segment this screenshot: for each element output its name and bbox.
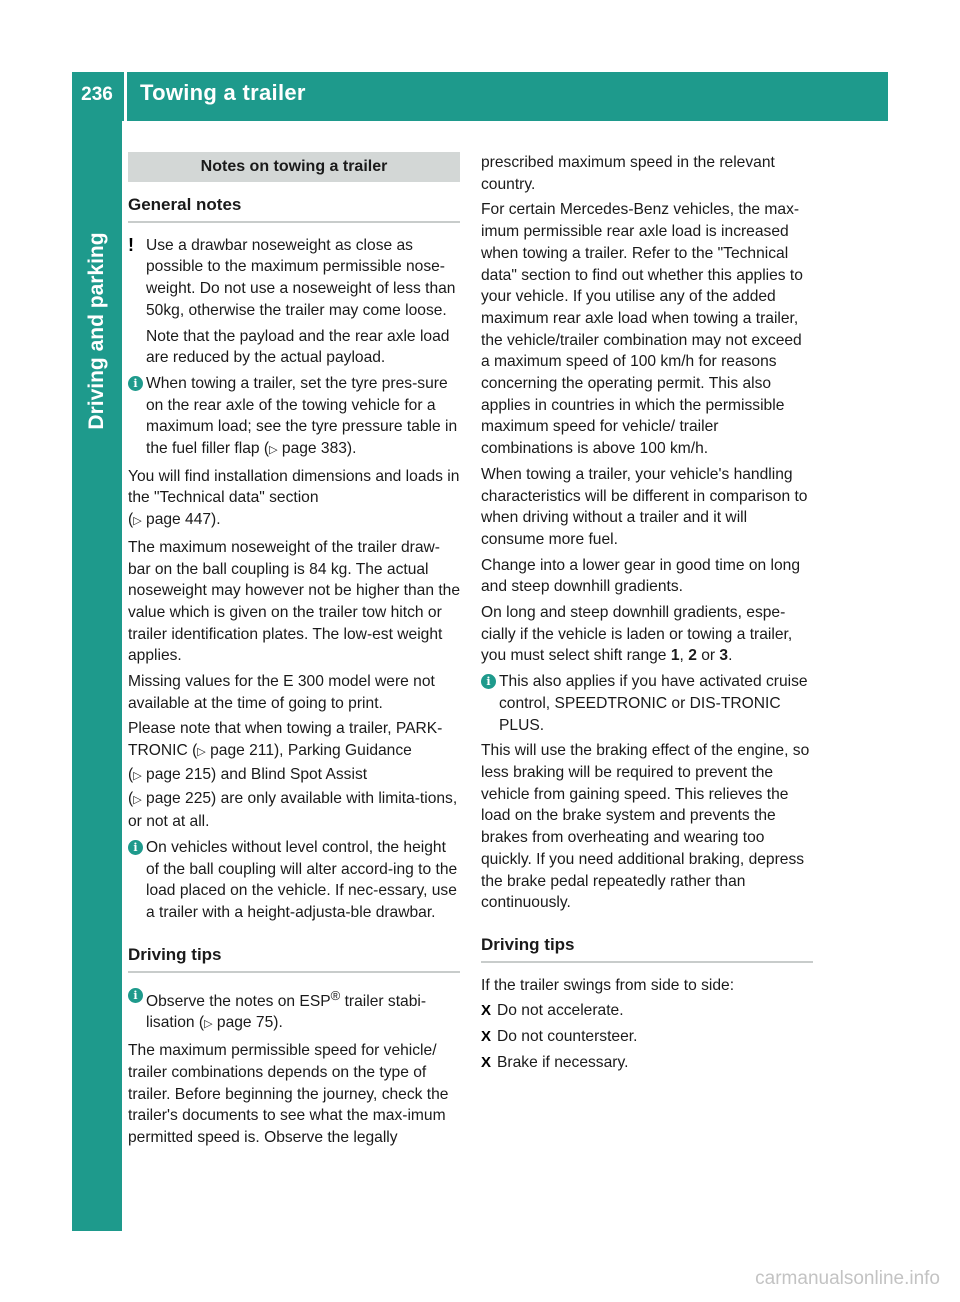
info-icon: i: [128, 376, 143, 391]
page-ref-icon: ▷: [133, 515, 142, 528]
driving-tips-heading: Driving tips: [128, 940, 460, 973]
page-reference-link[interactable]: page 211), Parking Guidance: [210, 742, 412, 760]
install-paragraph: You will find installation dimensions and loads in the "Technical data" section (▷ page 447).: [128, 467, 460, 529]
shift-range-1: 1: [670, 647, 680, 665]
watermark: carmanualsonline.info: [755, 1268, 940, 1289]
warning-note: [128, 235, 460, 369]
info-icon: i: [128, 840, 143, 855]
page-ref-icon: ▷: [133, 793, 142, 806]
general-notes-heading: General notes: [128, 190, 460, 223]
info-tyre-text: When towing a trailer, set the tyre pres-sure on the rear axle of the towing vehicle for a maximum load; see the tyre pressure table in the fuel filler flap (▷ page 383).: [146, 374, 458, 458]
right-column: [481, 152, 813, 1077]
side-tab-label-area: [72, 121, 122, 541]
page-ref-icon: ▷: [133, 769, 142, 782]
action-text: Do not accelerate.: [497, 1002, 624, 1020]
registered-mark: ®: [330, 987, 341, 1003]
page-ref-icon: ▷: [204, 1018, 213, 1031]
action-arrow-icon: X: [481, 1053, 492, 1071]
mercedes-axle-paragraph: For certain Mercedes-Benz vehicles, the max-imum permissible rear axle load is increased when towing a trailer. Refer to the "Technical data" section to find out whether this applies to your vehicle. If you utilise any of the added maximum rear axle load when towing a trailer, the vehicle/trailer combination may not exceed a maximum speed of 100 km/h for reasons concerning the operating permit. This also applies in countries in which the permissible maximum speed for vehicle/ trailer combinations is above 100 km/h.: [481, 201, 803, 458]
info-icon: i: [128, 988, 143, 1003]
page-reference-link[interactable]: page 75).: [216, 1014, 283, 1032]
shift-range-2: 2: [688, 647, 697, 665]
page-reference-link[interactable]: page 215) and Blind Spot Assist: [146, 765, 368, 783]
speed-paragraph: The maximum permissible speed for vehicle/ trailer combinations depends on the type of trailer. Before beginning the journey, check the trailer's documents to see what the max-imum permitted speed is. Observe the legally: [128, 1042, 449, 1146]
section-title: Notes on towing a trailer: [128, 152, 460, 182]
action-text: Brake if necessary.: [497, 1053, 629, 1071]
info-icon: i: [481, 674, 496, 689]
action-item: [481, 1052, 813, 1074]
info-note-level-control: [128, 837, 460, 924]
action-arrow-icon: X: [481, 1002, 492, 1020]
page-reference-link[interactable]: page 383).: [281, 440, 357, 458]
left-column: [128, 152, 460, 1153]
page-reference-link[interactable]: page 447).: [146, 511, 221, 529]
page-ref-icon: ▷: [197, 746, 206, 759]
action-text: Do not countersteer.: [497, 1028, 638, 1046]
info-cruise-text: This also applies if you have activated cruise control, SPEEDTRONIC or DIS-TRONIC PLUS.: [499, 673, 808, 734]
parktronic-paragraph: Please note that when towing a trailer, PARK-TRONIC (▷ page 211), Parking Guidance (▷ page 215) and Blind Spot Assist (▷ page 225) are only available with limita-tions, or not at all.: [128, 720, 458, 831]
page-ref-icon: ▷: [269, 444, 278, 457]
info-note-tyre: [128, 373, 460, 462]
missing-values-paragraph: Missing values for the E 300 model were not available at the time of going to print.: [128, 673, 435, 712]
info-esp-text: Observe the notes on ESP® trailer stabi-lisation (▷ page 75).: [146, 987, 427, 1032]
braking-paragraph: This will use the braking effect of the engine, so less braking will be required to prevent the vehicle from gaining speed. This relieves the load on the brake system and prevents the brakes from overheating and wearing too quickly. If you need additional braking, depress the brake pedal repeatedly rather than continuously.: [481, 742, 810, 912]
shift-range-3: 3: [719, 647, 729, 665]
handling-paragraph: When towing a trailer, your vehicle's handling characteristics will be different in comparison to when driving without a trailer and it will consume more fuel.: [481, 465, 808, 548]
shift-range-paragraph: On long and steep downhill gradients, espe-cially if the vehicle is laden or towing a trailer, you must select shift range 1, 2 or 3.: [481, 604, 793, 665]
gear-paragraph: Change into a lower gear in good time on long and steep downhill gradients.: [481, 556, 801, 596]
swing-paragraph: If the trailer swings from side to side:: [481, 976, 735, 994]
header-divider: [124, 72, 127, 121]
legal-speed-continuation: prescribed maximum speed in the relevant country.: [481, 154, 775, 193]
driving-tips-heading: Driving tips: [481, 930, 813, 963]
chapter-title: Towing a trailer: [140, 80, 306, 105]
warning-icon: !: [128, 234, 134, 255]
action-item: [481, 1026, 813, 1048]
info-level-text: On vehicles without level control, the height of the ball coupling will alter accord-ing to the load placed on the vehicle. If nec-essary, use a trailer with a height-adjusta-ble drawbar.: [146, 838, 458, 922]
action-item: [481, 1000, 813, 1022]
side-tab-label: Driving and parking: [85, 232, 108, 430]
info-note-cruise: [481, 671, 813, 736]
page-reference-link[interactable]: page 225) are only available with limita-tions, or not at all.: [128, 789, 458, 831]
action-arrow-icon: X: [481, 1028, 492, 1046]
warning-paragraph-2: Note that the payload and the rear axle load are reduced by the actual payload.: [146, 327, 450, 367]
info-note-esp: [128, 985, 460, 1037]
page-number: 236: [81, 84, 113, 105]
warning-paragraph-1: Use a drawbar noseweight as close as possible to the maximum permissible nose-weight. Do not use a noseweight of less than 50kg, otherwise the trailer may come loose.: [146, 236, 456, 319]
noseweight-paragraph: The maximum noseweight of the trailer draw-bar on the ball coupling is 84 kg. The actual noseweight may however not be higher than the value which is given on the trailer tow hitch or trailer identification plates. The low-est weight applies.: [128, 538, 461, 665]
